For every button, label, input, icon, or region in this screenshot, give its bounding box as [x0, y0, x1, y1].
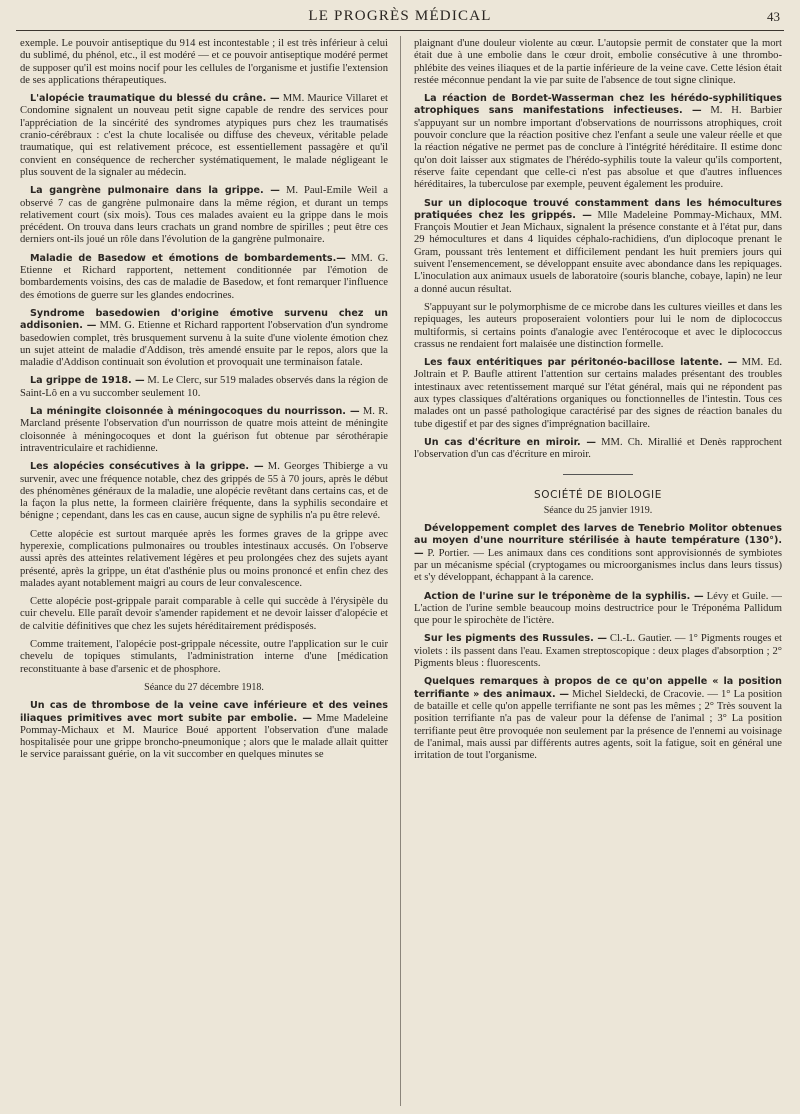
paragraph-text: M. Le Clerc, sur 519 malades observés dans la région de Saint-Lô en a vu succomber seulement 10. [20, 375, 388, 399]
paragraph [20, 253, 388, 302]
paragraph [414, 38, 782, 87]
paragraph [20, 308, 388, 369]
right-column [414, 38, 782, 1108]
paragraph [414, 591, 782, 628]
seance-date-right: Séance du 25 janvier 1919. [543, 504, 653, 516]
paragraph [20, 639, 388, 676]
paragraph-text: plaignant d'une douleur violente au cœur. L'autopsie permit de constater que la mort était due à une embolie dans le cœur droit, embolie consécutive à une thrombo-phlébite des veines iliaques et de la partie inférieure de la veine cave. Cette lésion était restée méconnue pendant la vie par suite de l'absence de tout signe clinique. [414, 38, 782, 86]
left-after-paragraphs [20, 700, 388, 761]
paragraph-heading: Un cas de thrombose de la veine cave inférieure et des veines iliaques primitives avec mort subite par embolie. — [20, 700, 388, 724]
paragraph-text: M. Paul-Emile Weil a observé 7 cas de gangrène pulmonaire dans la même région, et durant un temps relativement court (six mois). Tous ces malades avaient eu la grippe dans le mois précédent. On trouva dans leurs crachats un grand nombre de spirilles ; peut être ces derniers ont-ils joué un rôle dans l'évolution de la gangrène pulmonaire. [20, 185, 388, 246]
paragraph [20, 596, 388, 633]
paragraph-text: Cette alopécie est surtout marquée après les formes graves de la grippe avec hyperexie, complications pulmonaires ou troubles intestinaux accusés. On l'observe aussi après des atteintes relativement légères et peu prolongées chez des sujets ayant présenté, après la grippe, un état d'asthénie plus ou moins prononcé et enfin chez des malades ayant notablement maigri au cours de leur convalescence. [20, 528, 388, 589]
left-paragraphs [20, 38, 388, 676]
right-after-paragraphs [414, 523, 782, 762]
paragraph [20, 461, 388, 522]
paragraph [414, 93, 782, 191]
paragraph-heading: Maladie de Basedow et émotions de bombardements.— [30, 252, 346, 264]
paragraph-heading: La grippe de 1918. — [30, 375, 145, 387]
paragraph-heading: Sur les pigments des Russules. — [424, 633, 607, 645]
paragraph [20, 93, 388, 179]
paragraph-text: Cl.-L. Gautier. — 1° Pigments rouges et violets : ils passent dans l'eau. Examen streptoscopique : deux plages d'absorption ; 2° Pigments bleus : fluorescents. [414, 633, 782, 670]
paragraph [414, 198, 782, 296]
journal-title: LE PROGRÈS MÉDICAL [308, 8, 492, 24]
paragraph [414, 302, 782, 351]
paragraph-text: M. R. Marcland présente l'observation d'un nourrisson de quatre mois atteint de méningite cloisonnée à méningocoques et dont la guérison fut obtenue par sérothérapie intraventriculaire et rachidienne. [20, 406, 388, 454]
section-separator [563, 474, 633, 475]
left-column [20, 38, 388, 1108]
paragraph-heading: Syndrome basedowien d'origine émotive survenu chez un addisonien. — [20, 307, 388, 332]
paragraph [20, 375, 388, 400]
paragraph-text: MM. G. Etienne et Richard rapportent, nettement conditionnée par l'émotion de bombardements voisins, des cas de maladie de Basedow, et font remarquer l'influence des émotions de guerre sur les glandes endocrines. [20, 252, 388, 301]
page-number: 43 [767, 9, 780, 24]
paragraph [414, 437, 782, 462]
paragraph-heading: Action de l'urine sur le tréponème de la syphilis. — [424, 590, 704, 602]
paragraph-heading: La méningite cloisonnée à méningocoques du nourrisson. — [30, 406, 360, 418]
paragraph-text: Cette alopécie post-grippale parait comparable à celle qui succède à l'érysipèle du cuir chevelu. Elle paraît devoir s'amender rapidement et ne devoir laisser d'alopécie et de calvitie définitives que chez les sujets héréditairement prédisposés. [20, 596, 388, 632]
paragraph [20, 38, 388, 87]
paragraph-text: Comme traitement, l'alopécie post-grippale nécessite, outre l'application sur le cuir chevelu de topiques stimulants, l'administration interne d'une [médication reconstituante à base d'arsenic et de phosphore. [20, 639, 388, 675]
paragraph-heading: Quelques remarques à propos de ce qu'on appelle « la position terrifiante » des animaux. — [414, 676, 782, 700]
paragraph-heading: L'alopécie traumatique du blessé du crâne. — [30, 93, 280, 105]
running-header [16, 6, 784, 31]
paragraph-text: S'appuyant sur le polymorphisme de ce microbe dans les cultures vieilles et dans les repiquages, les auteurs proposeraient volontiers pour lui le nom de diplococcus multiformis, si certains points d'analogie avec l'entérocoque et avec le diplococcus crassus ne rendaient fort malaisée une distinction formelle. [414, 301, 782, 350]
seance-date-left: Séance du 27 décembre 1918. [144, 681, 264, 693]
paragraph-heading: La réaction de Bordet-Wasserman chez les hérédo-syphilitiques atrophiques sans manifestations infectieuses. — [414, 93, 782, 117]
right-paragraphs [414, 38, 782, 462]
paragraph-text: M. H. Barbier s'appuyant sur un nombre important d'observations de nourrissons atrophiques, croit pouvoir conclure que la réaction positive chez l'enfant a seule une valeur réelle et que la réaction négative ne permet pas de conclure à l'intégrité héréditaire. Il estime donc qu'on doit laisser aux stigmates de l'hérédo-syphilis toute la valeur qu'ils comportent, réserve faite cependant que celle-ci n'est pas absolue et que d'autres influences héréditaires, la tuberculose par exemple, peuvent également les produire. [414, 105, 782, 191]
paragraph-heading: Les faux entéritiques par péritonéo-bacillose latente. — [424, 357, 738, 369]
paragraph-text: Mme Madeleine Pommay-Michaux et M. Maurice Boué apportent l'observation d'une malade hospitalisée pour une grippe broncho-pneumonique ; alors que le malade allait quitter le service paraissant guérie, on la vit succomber en quelques minutes se [20, 712, 388, 761]
paragraph-text: M. Georges Thibierge a vu survenir, avec une fréquence notable, chez des grippés de 55 à 70 jours, après le début des phénomènes généraux de la maladie, une alopécie revêtant dans certains cas, et de la façon la plus nette, la formeen clairière fréquente, dans la syphilis secondaire et bénigne ; cependant, dans les cas en cause, aucun signe de syphilis n'a pu être relevé. [20, 461, 388, 522]
paragraph [414, 357, 782, 431]
paragraph [414, 633, 782, 670]
paragraph-text: MM. G. Etienne et Richard rapportent l'observation d'un syndrome basedowien complet, très brusquement survenu à la suite d'une violente émotion chez un sujet atteint de maladie d'Addison, très amendé ensuite par le repos, alors que la maladie d'Addison continuait son évolution et provoquait une terminaison fatale. [20, 320, 388, 369]
paragraph [414, 523, 782, 584]
paragraph [414, 676, 782, 762]
paragraph [20, 700, 388, 761]
paragraph-heading: La gangrène pulmonaire dans la grippe. — [30, 185, 280, 197]
paragraph-text: MM. Ed. Joltrain et P. Baufle attirent l'attention sur certains malades présentant des troubles intestinaux avec retentissement marqué sur l'état général, mais qui ne répondent pas aux types classiques d'altérations organiques ou fonctionnelles de l'intestin. Tous ces malades ont un passé pathologique caractérisé par des signes de réaction banales du tube digestif et par des signes d'imprégnation bacillaire. [414, 357, 782, 430]
paragraph [20, 529, 388, 590]
paragraph-heading: Un cas d'écriture en miroir. — [424, 436, 596, 448]
paragraph [20, 185, 388, 246]
paragraph-heading: Les alopécies consécutives à la grippe. — [30, 461, 264, 473]
paragraph-text: MM. Ch. Mirallié et Denès rapprochent l'observation d'un cas d'écriture en miroir. [414, 436, 782, 461]
paragraph-text: Mlle Madeleine Pommay-Michaux, MM. François Moutier et Jean Michaux, signalent la présence constante et à l'état pur, dans 29 hémocultures et dans 4 liquides céphalo-rachidiens, d'un diplocoque prenant le Gram, poussant très lentement et difficilement pendant les huit premiers jours qui suivent l'ensemencement, se développant ensuite avec abondance dans les repiquages. L'inoculation aux animaux usuels de laboratoire (souris blanche, cobaye, lapin) ne leur a donné aucun résultat. [414, 209, 782, 295]
column-divider [400, 36, 401, 1106]
paragraph-heading: Sur un diplocoque trouvé constamment dans les hémocultures pratiquées chez les grippés. — [414, 197, 782, 221]
paragraph-text: Michel Sieldecki, de Cracovie. — 1° La position de bataille et celle qu'on appelle terrifiante ne sont pas les mêmes ; 2° Très souvent la position terrifiante n'a pas de valeur pour la défense de l'animal ; 3° La position terrifiante peut être provoquée non seulement par la présence de l'ennemi au voisinage de l'animal, mais aussi par différents autres agents, soit la fatigue, soit en général une irritation de tout l'organisme. [414, 688, 782, 762]
paragraph-text: exemple. Le pouvoir antiseptique du 914 est incontestable ; il est très inférieur à celui du sublimé, du phénol, etc., il est modéré — et ce pouvoir antiseptique modéré permet de supposer qu'il est moins nocif pour les cellules de l'organisme et justifie l'extension de ses applications thérapeutiques. [20, 38, 388, 86]
paragraph-text: Lévy et Guile. — L'action de l'urine semble beaucoup moins destructrice pour le Tréponéma Pallidum que pour le spirochète de l'ictère. [414, 590, 782, 627]
paragraph-heading: Développement complet des larves de Tenebrio Molitor obtenues au moyen d'une nourriture stérilisée à haute température (130°). — [414, 523, 782, 559]
paragraph-text: P. Portier. — Les animaux dans ces conditions sont approvisionnés de symbiotes par un mécanisme spécial (cryptogames ou microorganismes inclus dans leurs tissus) et s'y développant, échappant à la carence. [414, 547, 782, 584]
paragraph [20, 406, 388, 455]
section-title: SOCIÉTÉ DE BIOLOGIE [533, 488, 662, 501]
paragraph-text: MM. Maurice Villaret et Condomine signalent un nouveau petit signe capable de rendre des services pour l'appréciation de la sincérité des syndromes atypiques purs chez les traumatisés cranio-cérébraux : c'est la chute localisée ou diffuse des cheveux, véritable pelade traumatique, qui est relativement précoce, est essentiellement passagère et qu'il convient en conséquence de rechercher systématiquement, le malade négligeant le plus souvent de la signaler au médecin. [20, 93, 388, 178]
